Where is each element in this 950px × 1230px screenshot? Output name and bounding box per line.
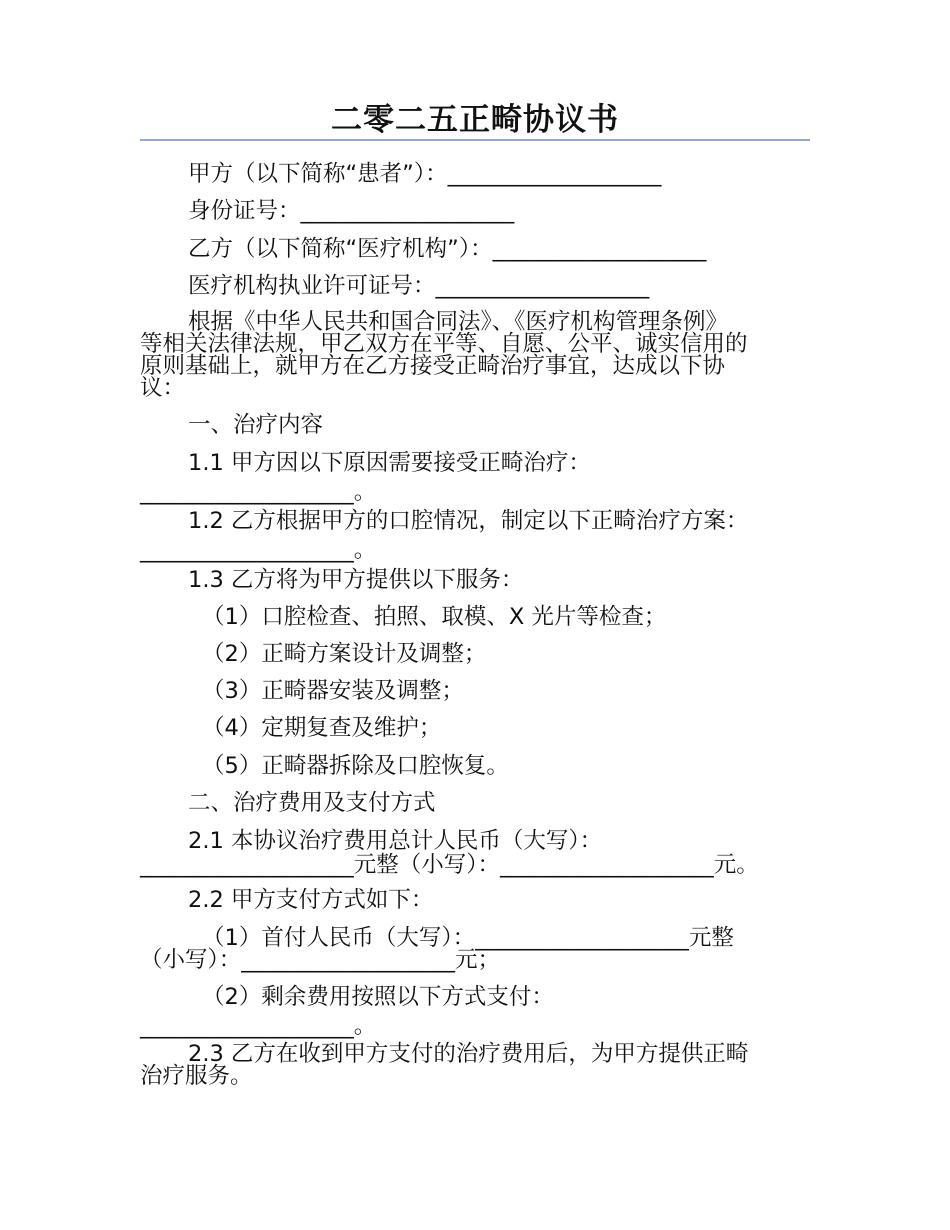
preamble-line-1: 根据《中华人民共和国合同法》、《医疗机构管理条例》 [188, 309, 729, 335]
service-item: （3）正畸器安装及调整； [202, 678, 464, 704]
clause-2-1-line-1: 2.1 本协议治疗费用总计人民币（大写）： [188, 828, 603, 854]
license-number-line: 医疗机构执业许可证号：___________________ [188, 273, 650, 299]
clause-1-3: 1.3 乙方将为甲方提供以下服务： [188, 567, 524, 593]
service-item: （2）正畸方案设计及调整； [202, 641, 487, 667]
preamble-line-2: 等相关法律法规，甲乙双方在平等、自愿、公平、诚实信用的 [140, 331, 748, 357]
clause-2-1-line-2: ___________________元整（小写）：___________________元。 [140, 852, 759, 878]
clause-2-2-2: （2）剩余费用按照以下方式支付： [202, 984, 554, 1010]
clause-1-1-blank: ___________________。 [140, 479, 377, 505]
clause-1-1: 1.1 甲方因以下原因需要接受正畸治疗： [188, 450, 591, 476]
clause-2-2-2-blank: ___________________。 [140, 1013, 377, 1039]
clause-1-2-blank: ___________________。 [140, 537, 377, 563]
clause-2-2-1-line-1: （1）首付人民币（大写）：___________________元整 [202, 925, 734, 951]
title-underline [140, 139, 810, 141]
preamble-line-4: 议： [140, 375, 186, 401]
section-2-heading: 二、治疗费用及支付方式 [188, 790, 436, 816]
clause-2-2-1-line-2: （小写）：___________________元； [140, 947, 501, 973]
document-title: 二零二五正畸协议书 [331, 102, 619, 138]
preamble-line-3: 原则基础上，就甲方在乙方接受正畸治疗事宜，达成以下协 [140, 353, 726, 379]
section-1-heading: 一、治疗内容 [188, 412, 324, 438]
clause-1-2: 1.2 乙方根据甲方的口腔情况，制定以下正畸治疗方案： [188, 508, 749, 534]
id-number-line: 身份证号：___________________ [188, 198, 515, 224]
clause-2-3-line-2: 治疗服务。 [140, 1063, 253, 1089]
service-item: （4）定期复查及维护； [202, 715, 442, 741]
clause-2-3-line-1: 2.3 乙方在收到甲方支付的治疗费用后，为甲方提供正畸 [188, 1041, 749, 1067]
clause-2-2: 2.2 甲方支付方式如下： [188, 887, 434, 913]
service-item: （1）口腔检查、拍照、取模、X 光片等检查； [202, 604, 667, 630]
party-b-line: 乙方（以下简称“医疗机构”）：___________________ [188, 236, 707, 262]
service-item: （5）正畸器拆除及口腔恢复。 [202, 753, 509, 779]
party-a-line: 甲方（以下简称“患者”）：___________________ [188, 161, 662, 187]
